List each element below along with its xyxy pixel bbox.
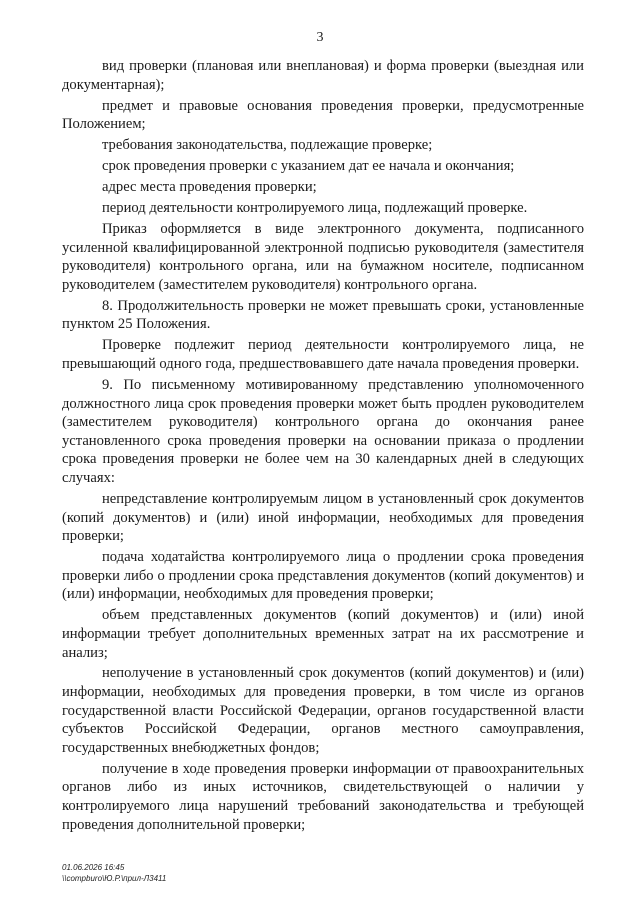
paragraph-subject-legal-basis: предмет и правовые основания проведения проверки, предусмотренные Положением; [62, 97, 584, 133]
paragraph-inspection-term: срок проведения проверки с указанием дат ее начала и окончания; [102, 158, 515, 175]
paragraph-case-law-enforcement-info: получение в ходе проведения проверки информации от правоохранительных органов либо из иных источников, свидетельствующей о наличии у контролируемого лица нарушений требований законодательства и требующей проведения дополнительной проверки; [62, 760, 584, 833]
paragraph-inspection-type: вид проверки (плановая или внеплановая) и форма проверки (выездная или документарная); [62, 58, 584, 93]
paragraph-inspected-period: Проверке подлежит период деятельности контролируемого лица, не превышающий одного года, предшествовавшего дате начала проведения проверки. [62, 337, 584, 373]
document-body [62, 57, 584, 837]
paragraph-case-petition: подача ходатайства контролируемого лица о продлении срока проведения проверки либо о продлении срока представления документов (копий документов) и (или) информации, необходимых для проведения проверки; [62, 549, 584, 603]
paragraph-item-8-duration: 8. Продолжительность проверки не может превышать сроки, установленные пунктом 25 Положения. [62, 297, 584, 333]
paragraph-inspection-address: адрес места проведения проверки; [102, 179, 317, 196]
paragraph-legislation-requirements: требования законодательства, подлежащие проверке; [102, 137, 433, 154]
paragraph-case-non-submission: непредставление контролируемым лицом в установленный срок документов (копий документов) и (или) иной информации, необходимых для проведения проверки; [62, 490, 584, 545]
footer-timestamp: 01.06.2026 16:45 [62, 863, 125, 872]
page-number: 3 [316, 30, 324, 45]
paragraph-activity-period: период деятельности контролируемого лица, подлежащий проверке. [102, 200, 528, 217]
paragraph-item-9-extension: 9. По письменному мотивированному представлению уполномоченного должностного лица срок проведения проверки может быть продлен руководителем (заместителем руководителя) контрольного органа до окончания ранее установленного срока проведения проверки на основании приказа о продлении срока проведения проверки не более чем на 30 календарных дней в следующих случаях: [62, 377, 584, 486]
paragraph-order-form: Приказ оформляется в виде электронного документа, подписанного усиленной квалифицированной электронной подписью руководителя (заместителя руководителя) контрольного органа, или на бумажном носителе, подписанном руководителем (заместителем руководителя) контрольного органа. [62, 221, 584, 293]
footer-file-path: \\compburo\Ю.Р.\прил-Л3411 [62, 874, 167, 883]
paragraph-case-volume: объем представленных документов (копий документов) и (или) иной информации требует дополнительных временных затрат на их рассмотрение и анализ; [62, 607, 584, 661]
paragraph-case-non-receipt: неполучение в установленный срок документов (копий документов) и (или) информации, необходимых для проведения проверки, в том числе из органов государственной власти Российской Федерации, органов государственной власти субъектов Российской Федерации, органов местного самоуправления, государственных внебюджетных фондов; [62, 665, 584, 756]
document-footer [62, 862, 166, 884]
